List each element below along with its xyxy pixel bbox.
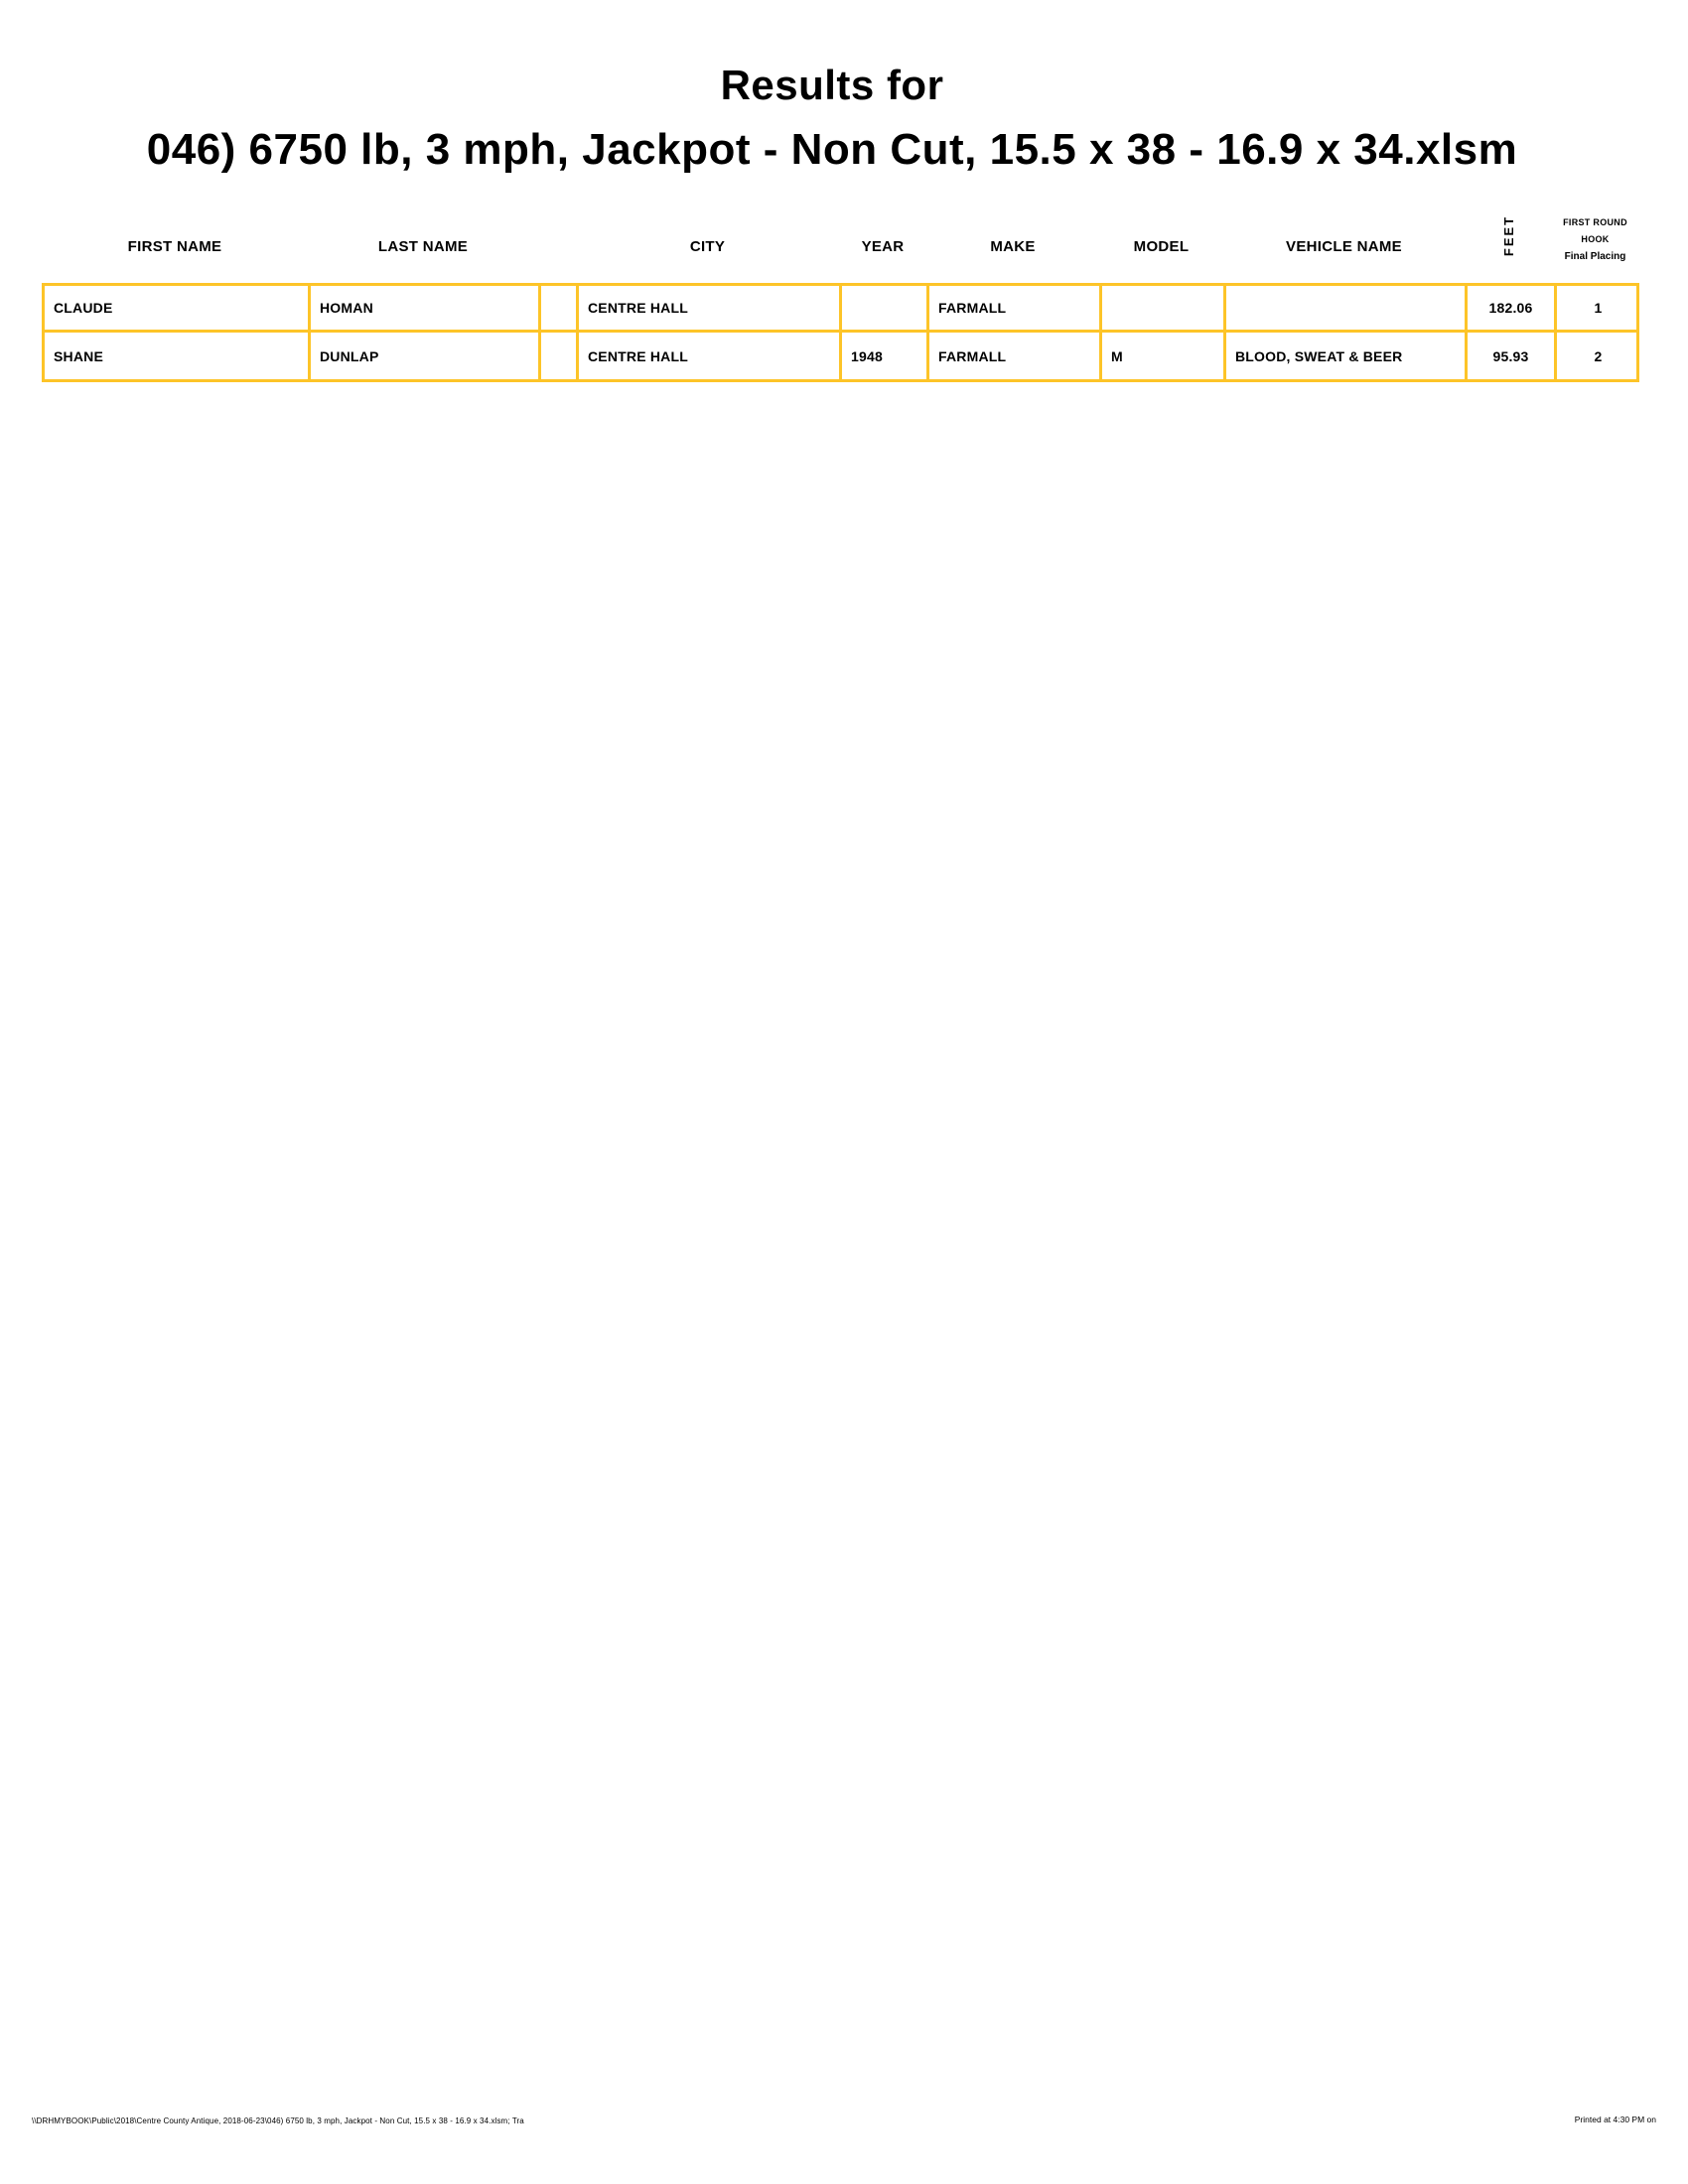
cell-spacer xyxy=(541,286,579,330)
cell-first-name: CLAUDE xyxy=(45,286,311,330)
header-city: CITY xyxy=(689,238,726,255)
cell-feet: 182.06 xyxy=(1468,286,1557,330)
cell-spacer xyxy=(541,333,579,379)
cell-make: FARMALL xyxy=(929,333,1102,379)
footer-file-path: \\DRHMYBOOK\Public\2018\Centre County Antique, 2018-06-23\046) 6750 lb, 3 mph, Jackpot - Non Cut, 15.5 x 38 - 16.9 x 34.xlsm; Tra xyxy=(32,2116,524,2125)
cell-last-name: DUNLAP xyxy=(311,333,541,379)
cell-placing: 2 xyxy=(1594,347,1603,364)
cell-city: CENTRE HALL xyxy=(579,286,842,330)
header-feet xyxy=(1465,199,1554,283)
cell-first-name: SHANE xyxy=(45,333,311,379)
cell-year xyxy=(842,286,929,330)
cell-placing: 1 xyxy=(1594,300,1603,316)
cell-year: 1948 xyxy=(842,333,929,379)
header-make: MAKE xyxy=(990,238,1036,255)
cell-last-name: HOMAN xyxy=(311,286,541,330)
table-row xyxy=(45,333,1636,379)
header-feet-label: FEET xyxy=(1501,214,1517,257)
header-first-name: FIRST NAME xyxy=(127,238,222,255)
cell-model xyxy=(1102,286,1226,330)
results-table xyxy=(42,283,1639,382)
title-block xyxy=(0,62,1664,175)
table-row xyxy=(45,286,1636,333)
header-final-placing-label: Final Placing xyxy=(1564,251,1626,262)
table-header-row xyxy=(42,199,1636,283)
footer-printed-timestamp: Printed at 4:30 PM on xyxy=(1574,2115,1656,2124)
cell-vehicle-name xyxy=(1226,286,1468,330)
header-first-round-hook-label: FIRST ROUND HOOK xyxy=(1563,217,1627,244)
cell-vehicle-name: BLOOD, SWEAT & BEER xyxy=(1226,333,1468,379)
file-title: 046) 6750 lb, 3 mph, Jackpot - Non Cut, 15.5 x 38 - 16.9 x 34.xlsm xyxy=(146,125,1518,174)
cell-make: FARMALL xyxy=(929,286,1102,330)
header-spacer xyxy=(538,199,576,283)
page-title: Results for xyxy=(720,62,944,108)
header-last-name: LAST NAME xyxy=(377,238,469,255)
header-model: MODEL xyxy=(1133,238,1190,255)
cell-city: CENTRE HALL xyxy=(579,333,842,379)
cell-model: M xyxy=(1102,333,1226,379)
header-vehicle-name: VEHICLE NAME xyxy=(1286,238,1402,255)
header-year: YEAR xyxy=(861,238,905,255)
cell-feet: 95.93 xyxy=(1468,333,1557,379)
header-placing xyxy=(1554,199,1636,283)
